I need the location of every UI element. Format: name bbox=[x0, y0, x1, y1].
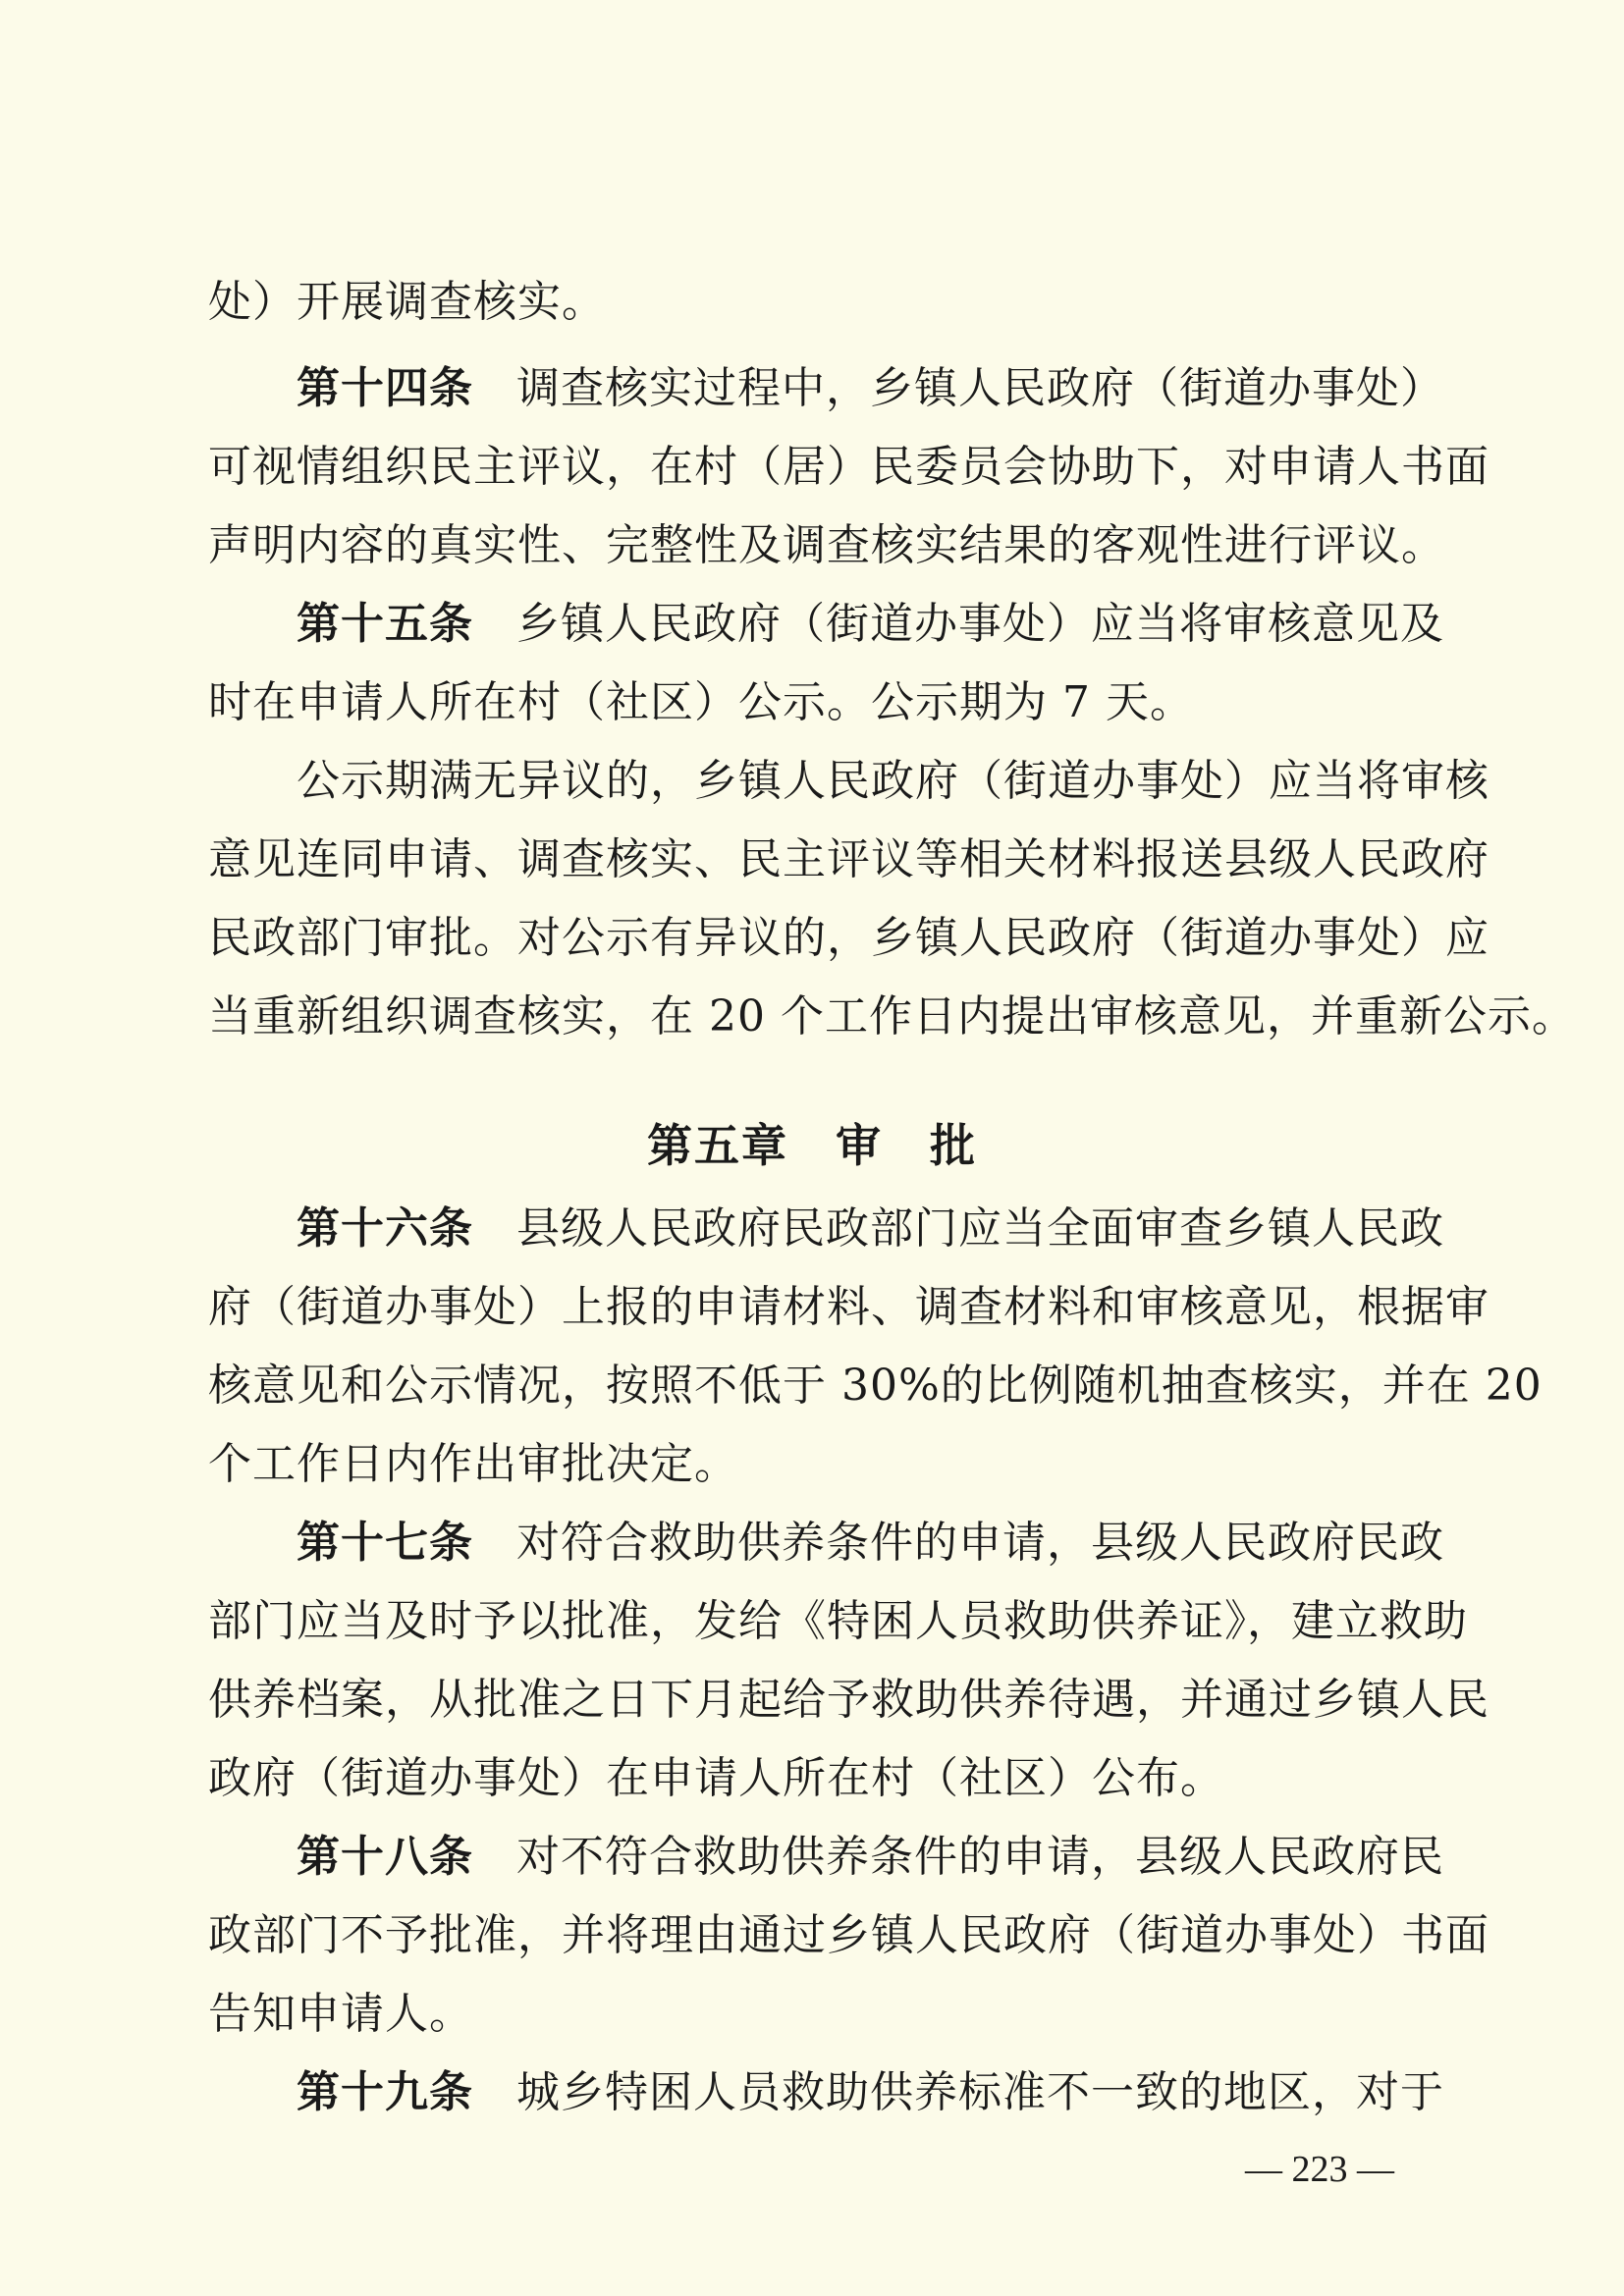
line-text: 当重新组织调查核实，在 20 个工作日内提出审核意见，并重新公示。 bbox=[208, 991, 1576, 1041]
line-text: 乡镇人民政府（街道办事处）应当将审核意见及 bbox=[516, 599, 1444, 649]
chapter-heading: 第五章 审 批 bbox=[647, 1119, 977, 1172]
line-text: 对不符合救助供养条件的申请，县级人民政府民 bbox=[516, 1832, 1444, 1882]
line-text: 城乡特困人员救助供养标准不一致的地区，对于 bbox=[516, 2067, 1444, 2117]
line-text: 民政部门审批。对公示有异议的，乡镇人民政府（街道办事处）应 bbox=[208, 913, 1489, 963]
text-line bbox=[208, 1347, 1543, 1425]
article-15-line bbox=[297, 585, 1444, 664]
text-line bbox=[208, 1425, 1437, 1504]
text-line bbox=[208, 1896, 1489, 1975]
article-14-line bbox=[297, 349, 1444, 428]
text-line bbox=[208, 1582, 1468, 1661]
text-line bbox=[208, 1661, 1489, 1739]
line-text: 对符合救助供养条件的申请，县级人民政府民政 bbox=[516, 1518, 1444, 1568]
line-text: 府（街道办事处）上报的申请材料、调查材料和审核意见，根据审 bbox=[208, 1282, 1489, 1332]
article-17-line bbox=[297, 1504, 1444, 1582]
article-number: 第十七条 bbox=[297, 1518, 473, 1568]
page-number: — 223 — bbox=[1245, 2149, 1394, 2190]
line-text: 核意见和公示情况，按照不低于 30%的比例随机抽查核实，并在 20 bbox=[208, 1361, 1543, 1411]
text-line bbox=[208, 507, 1445, 585]
article-number: 第十五条 bbox=[297, 599, 473, 649]
article-number: 第十四条 bbox=[297, 363, 473, 413]
article-number: 第十八条 bbox=[297, 1832, 473, 1882]
text-line bbox=[208, 1975, 1437, 2054]
line-text: 县级人民政府民政部门应当全面审查乡镇人民政 bbox=[516, 1203, 1444, 1254]
line-text: 供养档案，从批准之日下月起给予救助供养待遇，并通过乡镇人民 bbox=[208, 1675, 1489, 1725]
line-text: 告知申请人。 bbox=[208, 1989, 473, 2039]
text-line bbox=[208, 428, 1489, 507]
line-text: 声明内容的真实性、完整性及调查核实结果的客观性进行评议。 bbox=[208, 520, 1445, 570]
text-line bbox=[208, 263, 1437, 342]
line-text: 意见连同申请、调查核实、民主评议等相关材料报送县级人民政府 bbox=[208, 834, 1489, 884]
paragraph-start bbox=[297, 742, 1489, 821]
article-number: 第十九条 bbox=[297, 2067, 473, 2117]
line-text: 公示期满无异议的，乡镇人民政府（街道办事处）应当将审核 bbox=[297, 756, 1489, 806]
line-text: 时在申请人所在村（社区）公示。公示期为 7 天。 bbox=[208, 677, 1194, 727]
line-text: 可视情组织民主评议，在村（居）民委员会协助下，对申请人书面 bbox=[208, 442, 1489, 492]
line-text: 个工作日内作出审批决定。 bbox=[208, 1439, 738, 1489]
line-text: 调查核实过程中，乡镇人民政府（街道办事处） bbox=[516, 363, 1444, 413]
text-line bbox=[208, 978, 1576, 1056]
article-18-line bbox=[297, 1818, 1444, 1896]
text-line bbox=[208, 1739, 1437, 1818]
article-16-line bbox=[297, 1190, 1444, 1268]
article-number: 第十六条 bbox=[297, 1203, 473, 1254]
line-text: 政部门不予批准，并将理由通过乡镇人民政府（街道办事处）书面 bbox=[208, 1910, 1489, 1960]
text-line bbox=[208, 821, 1489, 899]
text-line bbox=[208, 1268, 1489, 1347]
text-line bbox=[208, 664, 1437, 742]
line-text: 政府（街道办事处）在申请人所在村（社区）公布。 bbox=[208, 1753, 1224, 1803]
line-text: 部门应当及时予以批准，发给《特困人员救助供养证》，建立救助 bbox=[208, 1596, 1468, 1646]
article-19-line bbox=[297, 2054, 1444, 2132]
line-text: 处）开展调查核实。 bbox=[208, 277, 606, 327]
text-line bbox=[208, 899, 1489, 978]
